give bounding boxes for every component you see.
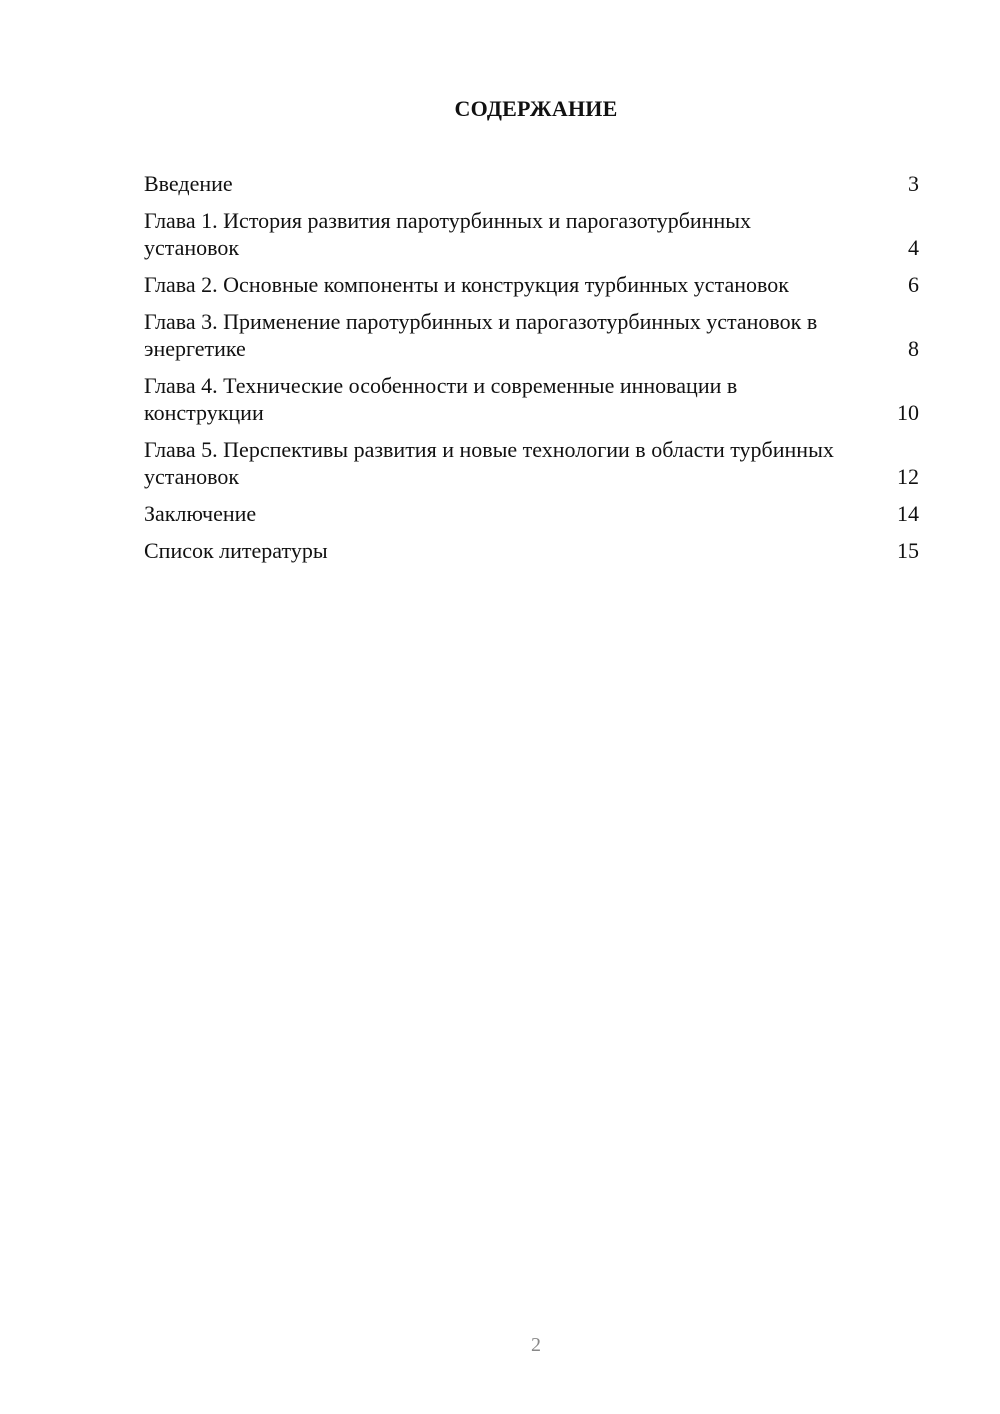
toc-entry-chapter-5 — [144, 436, 919, 490]
toc-entry-text: Глава 5. Перспективы развития и новые технологии в области турбинных установок — [144, 437, 834, 489]
toc-entry-chapter-4 — [144, 372, 919, 426]
toc-entry-page: 14 — [897, 501, 919, 526]
toc-entry-page: 6 — [908, 272, 919, 297]
toc-entry-text: Глава 1. История развития паротурбинных и парогазотурбинных установок — [144, 208, 752, 260]
toc-entry-page: 8 — [908, 336, 919, 361]
page-number: 2 — [531, 1334, 541, 1356]
toc-entry-page: 3 — [908, 171, 919, 196]
toc-entry-page: 4 — [908, 235, 919, 260]
toc-entry-page: 12 — [897, 464, 919, 489]
toc-entry-chapter-3 — [144, 308, 919, 362]
toc-entry-text: Список литературы — [144, 538, 328, 563]
toc-entry-references — [144, 537, 919, 564]
toc-entry-conclusion — [144, 500, 919, 527]
toc-entry-page: 15 — [897, 538, 919, 563]
table-of-contents — [144, 170, 919, 574]
toc-entry-introduction — [144, 170, 919, 197]
toc-entry-chapter-1 — [144, 207, 919, 261]
toc-entry-text: Глава 2. Основные компоненты и конструкция турбинных установок — [144, 272, 789, 297]
toc-entry-text: Глава 3. Применение паротурбинных и парогазотурбинных установок в энергетике — [144, 309, 818, 361]
toc-entry-text: Заключение — [144, 501, 257, 526]
toc-title: СОДЕРЖАНИЕ — [454, 96, 618, 121]
toc-entry-text: Введение — [144, 171, 233, 196]
toc-entry-text: Глава 4. Технические особенности и современные инновации в конструкции — [144, 373, 738, 425]
toc-entry-page: 10 — [897, 400, 919, 425]
toc-entry-chapter-2 — [144, 271, 919, 298]
